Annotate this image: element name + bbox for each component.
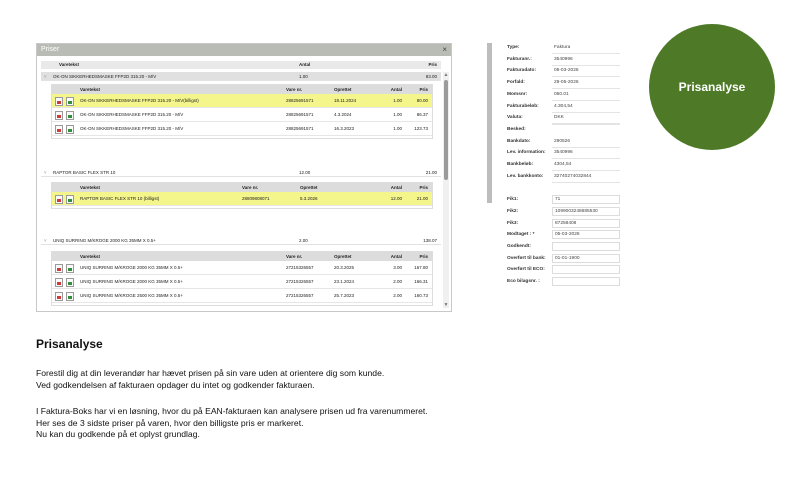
- field-value[interactable]: 29-05-2026: [552, 77, 620, 89]
- invoice-field: [505, 159, 620, 170]
- group-name: OK-ON SIKKERHEDSMASKE FFP2D 315.20 - M/V: [53, 74, 157, 79]
- invoice-field: [505, 65, 620, 76]
- group-antal: 12.00: [299, 170, 311, 175]
- field-value[interactable]: 4304,54: [552, 159, 620, 171]
- group-antal: 1.00: [299, 74, 308, 79]
- group-name: RAPTOR BASIC FLEX STR 10: [53, 170, 116, 175]
- table-row[interactable]: [52, 289, 432, 303]
- price-history-table: [51, 84, 433, 139]
- scroll-up-icon[interactable]: ▲: [443, 72, 449, 78]
- field-label: Bankbeløb:: [507, 162, 534, 167]
- row-pris: 167.80: [414, 265, 428, 270]
- expand-icon[interactable]: ˅: [44, 238, 47, 243]
- prisanalyse-badge: [649, 24, 775, 150]
- field-value[interactable]: 060.01: [552, 89, 620, 101]
- invoice-panel: [505, 40, 620, 300]
- expand-icon[interactable]: ˅: [44, 170, 47, 175]
- row-varetekst: OK-ON SIKKERHEDSMASKE FFP2D 315.20 - M/V: [80, 126, 184, 131]
- col-varetekst[interactable]: Varetekst: [59, 62, 80, 67]
- row-varetekst: UNIQ SURRING M/KROGE 2000 KG 35MM X 0.5+: [80, 265, 183, 270]
- col-c3[interactable]: Oprettet: [300, 185, 318, 190]
- row-antal: 1.00: [393, 126, 402, 131]
- row-oprettet: 4.3.2024: [334, 112, 352, 117]
- row-varenr: 28825691571: [286, 98, 314, 103]
- field-value[interactable]: 290526: [552, 136, 620, 148]
- excel-icon[interactable]: [66, 292, 74, 301]
- priser-window: [36, 43, 452, 312]
- invoice-field: [505, 241, 620, 252]
- paragraph-line: Her ses de 3 sidste priser på varen, hvor den billigste pris er markeret.: [36, 417, 304, 428]
- invoice-field: [505, 77, 620, 88]
- group-row[interactable]: [41, 168, 441, 177]
- invoice-field: [505, 147, 620, 158]
- field-label: Godkendt:: [507, 243, 531, 249]
- paragraph-line: Ved godkendelsen af fakturaen opdager du intet og godkender fakturaen.: [36, 379, 315, 390]
- pdf-icon[interactable]: [55, 111, 63, 120]
- row-pris: 123.73: [414, 126, 428, 131]
- invoice-field: [505, 206, 620, 217]
- price-history-header: [52, 85, 432, 94]
- grid-header: [41, 61, 441, 69]
- row-antal: 2.00: [393, 279, 402, 284]
- invoice-field: [505, 136, 620, 147]
- invoice-field: [505, 112, 620, 123]
- pdf-icon[interactable]: [55, 125, 63, 134]
- row-varenr: 27215326557: [286, 279, 314, 284]
- field-value[interactable]: 1099003248685530: [552, 207, 620, 216]
- pdf-icon[interactable]: [55, 264, 63, 273]
- row-antal: 12.00: [390, 196, 402, 201]
- field-label: Valuta:: [507, 115, 523, 121]
- col-c5[interactable]: Pris: [419, 87, 428, 92]
- table-row[interactable]: [52, 275, 432, 289]
- row-varenr: 27215326557: [286, 265, 314, 270]
- field-label: Lev. bankkonto:: [507, 173, 544, 179]
- field-value[interactable]: Faktura: [552, 42, 620, 54]
- row-varetekst: UNIQ SURRING M/KROGE 2000 KG 35MM X 0.5+: [80, 279, 183, 284]
- vertical-scrollbar[interactable]: [443, 72, 449, 308]
- row-varetekst: OK-ON SIKKERHEDSMASKE FFP2D 315.20 - M/V: [80, 112, 184, 117]
- scroll-thumb[interactable]: [444, 80, 448, 180]
- row-varenr: 28809808071: [242, 196, 270, 201]
- excel-icon[interactable]: [66, 125, 74, 134]
- group-row[interactable]: [41, 236, 441, 245]
- row-antal: 1.00: [393, 112, 402, 117]
- col-c1[interactable]: Varetekst: [80, 185, 101, 190]
- price-history-table: [51, 182, 433, 209]
- scroll-down-icon[interactable]: ▼: [443, 302, 449, 308]
- panel-scrollbar[interactable]: [487, 43, 492, 203]
- row-pris: 86.37: [416, 112, 428, 117]
- col-c3[interactable]: Oprettet: [334, 254, 352, 259]
- paragraph-line: Forestil dig at din leverandør har hævet prisen på sin vare uden at orientere dig som kunde.: [36, 368, 385, 378]
- row-varenr: 28825691571: [286, 126, 314, 131]
- expand-icon[interactable]: ˅: [44, 74, 47, 79]
- row-antal: 3.00: [393, 265, 402, 270]
- row-antal: 2.00: [393, 293, 402, 298]
- field-value[interactable]: [552, 265, 620, 274]
- col-c5[interactable]: Pris: [419, 185, 428, 190]
- row-oprettet: 25.7.2023: [334, 293, 355, 298]
- field-label: Momsnr:: [507, 91, 528, 97]
- window-titlebar: [37, 44, 451, 56]
- field-value[interactable]: 32740274032844: [552, 171, 620, 183]
- article-paragraph-1: [36, 368, 384, 391]
- group-pris: 138.07: [423, 238, 437, 243]
- field-value[interactable]: DKK: [552, 112, 620, 124]
- pdf-icon[interactable]: [55, 278, 63, 287]
- col-c3[interactable]: Oprettet: [334, 87, 352, 92]
- invoice-field: [505, 54, 620, 65]
- group-pris: 21.00: [425, 170, 437, 175]
- row-pris: 166.31: [414, 279, 428, 284]
- group-row[interactable]: [41, 72, 441, 81]
- field-value[interactable]: 01-01-1900: [552, 254, 620, 263]
- row-varetekst: OK-ON SIKKERHEDSMASKE FFP2D 315.20 - M/V(billigst): [80, 98, 199, 103]
- row-oprettet: 18.11.2024: [334, 98, 357, 103]
- invoice-field: [505, 171, 620, 182]
- pdf-icon[interactable]: [55, 292, 63, 301]
- field-label: Eco bilagsnr. :: [507, 279, 540, 284]
- invoice-field: [505, 276, 620, 287]
- table-row[interactable]: [52, 94, 432, 108]
- group-pris: 83.00: [425, 74, 437, 79]
- row-oprettet: 23.1.2024: [334, 279, 355, 284]
- col-c2[interactable]: Vare nr.: [242, 185, 259, 190]
- row-varenr: 28825691571: [286, 112, 314, 117]
- field-label: Besked:: [507, 126, 526, 132]
- field-value[interactable]: [552, 242, 620, 251]
- col-c2[interactable]: Vare nr.: [286, 254, 303, 259]
- invoice-field: [505, 101, 620, 112]
- row-oprettet: 5.3.2026: [300, 196, 318, 201]
- col-antal[interactable]: Antal: [299, 62, 311, 67]
- field-label: Lev. information:: [507, 150, 546, 156]
- col-c2[interactable]: Vare nr.: [286, 87, 303, 92]
- field-value[interactable]: 05-03-2026: [552, 65, 620, 77]
- field-label: Fakturabeløb:: [507, 103, 539, 109]
- field-label: Fakturadato:: [507, 68, 537, 74]
- col-c5[interactable]: Pris: [419, 254, 428, 259]
- field-value[interactable]: 05-03-2026: [552, 230, 620, 239]
- field-label: Fik2:: [507, 208, 519, 214]
- group-name: UNIQ SURRING M/KROGE 2000 KG 35MM X 0.5+: [53, 238, 156, 243]
- price-history-table: [51, 251, 433, 306]
- table-row[interactable]: [52, 192, 432, 206]
- field-label: Fik3:: [507, 220, 519, 226]
- invoice-field: [505, 229, 620, 240]
- row-varenr: 27215326557: [286, 293, 314, 298]
- invoice-field: [505, 182, 620, 193]
- paragraph-line: Nu kan du godkende på et oplyst grundlag.: [36, 429, 200, 439]
- invoice-field: [505, 42, 620, 53]
- excel-icon[interactable]: [66, 278, 74, 287]
- field-value[interactable]: 3540996: [552, 54, 620, 66]
- row-pris: 160.73: [414, 293, 428, 298]
- field-label: Bankdato:: [507, 138, 531, 144]
- col-c1[interactable]: Varetekst: [80, 87, 101, 92]
- row-oprettet: 16.3.2023: [334, 126, 355, 131]
- excel-icon[interactable]: [66, 195, 74, 204]
- pdf-icon[interactable]: [55, 195, 63, 204]
- invoice-field: [505, 194, 620, 205]
- close-icon[interactable]: ×: [442, 45, 447, 54]
- col-pris[interactable]: Pris: [428, 62, 437, 67]
- invoice-field: [505, 253, 620, 264]
- group-antal: 2.00: [299, 238, 308, 243]
- table-row[interactable]: [52, 261, 432, 275]
- invoice-field: [505, 124, 620, 135]
- price-history-header: [52, 252, 432, 261]
- field-label: Fik1:: [507, 197, 519, 203]
- article-title: Prisanalyse: [36, 337, 103, 351]
- row-pris: 80.00: [416, 98, 428, 103]
- field-value[interactable]: 3540996: [552, 147, 620, 159]
- field-value[interactable]: [552, 124, 620, 125]
- field-value[interactable]: 4.304,54: [552, 101, 620, 113]
- field-label: Forfald:: [507, 80, 525, 86]
- price-grid: [37, 56, 451, 311]
- excel-icon[interactable]: [66, 264, 74, 273]
- field-label: Fakturanr.:: [507, 56, 532, 62]
- row-antal: 1.00: [393, 98, 402, 103]
- article-paragraph-2: [36, 406, 428, 441]
- invoice-field: [505, 89, 620, 100]
- window-title: Priser: [41, 46, 60, 53]
- row-oprettet: 20.3.2025: [334, 265, 355, 270]
- col-c4[interactable]: Antal: [390, 254, 402, 259]
- invoice-field: [505, 218, 620, 229]
- field-label: Overført til ECO:: [507, 267, 545, 273]
- field-value[interactable]: 71: [552, 195, 620, 204]
- row-varetekst: RAPTOR BASIC FLEX STR 10 (billigst): [80, 196, 160, 201]
- badge-label: Prisanalyse: [678, 80, 746, 94]
- panel-scroll-thumb[interactable]: [487, 43, 492, 203]
- col-c4[interactable]: Antal: [390, 87, 402, 92]
- table-row[interactable]: [52, 108, 432, 122]
- field-label: Overført til bank:: [507, 255, 546, 261]
- paragraph-line: I Faktura-Boks har vi en løsning, hvor du på EAN-fakturaen kan analysere prisen ud fra varenummeret.: [36, 406, 428, 416]
- table-row[interactable]: [52, 122, 432, 136]
- field-label: Type:: [507, 45, 520, 50]
- row-pris: 21.00: [416, 196, 428, 201]
- excel-icon[interactable]: [66, 97, 74, 106]
- field-label: Modtaget : *: [507, 232, 535, 238]
- col-c4[interactable]: Antal: [390, 185, 402, 190]
- field-value[interactable]: [552, 277, 620, 286]
- row-varetekst: UNIQ SURRING M/KROGE 2500 KG 35MM X 0.5+: [80, 293, 183, 298]
- field-value[interactable]: 87258408: [552, 219, 620, 228]
- excel-icon[interactable]: [66, 111, 74, 120]
- price-history-header: [52, 183, 432, 192]
- col-c1[interactable]: Varetekst: [80, 254, 101, 259]
- pdf-icon[interactable]: [55, 97, 63, 106]
- invoice-field: [505, 264, 620, 275]
